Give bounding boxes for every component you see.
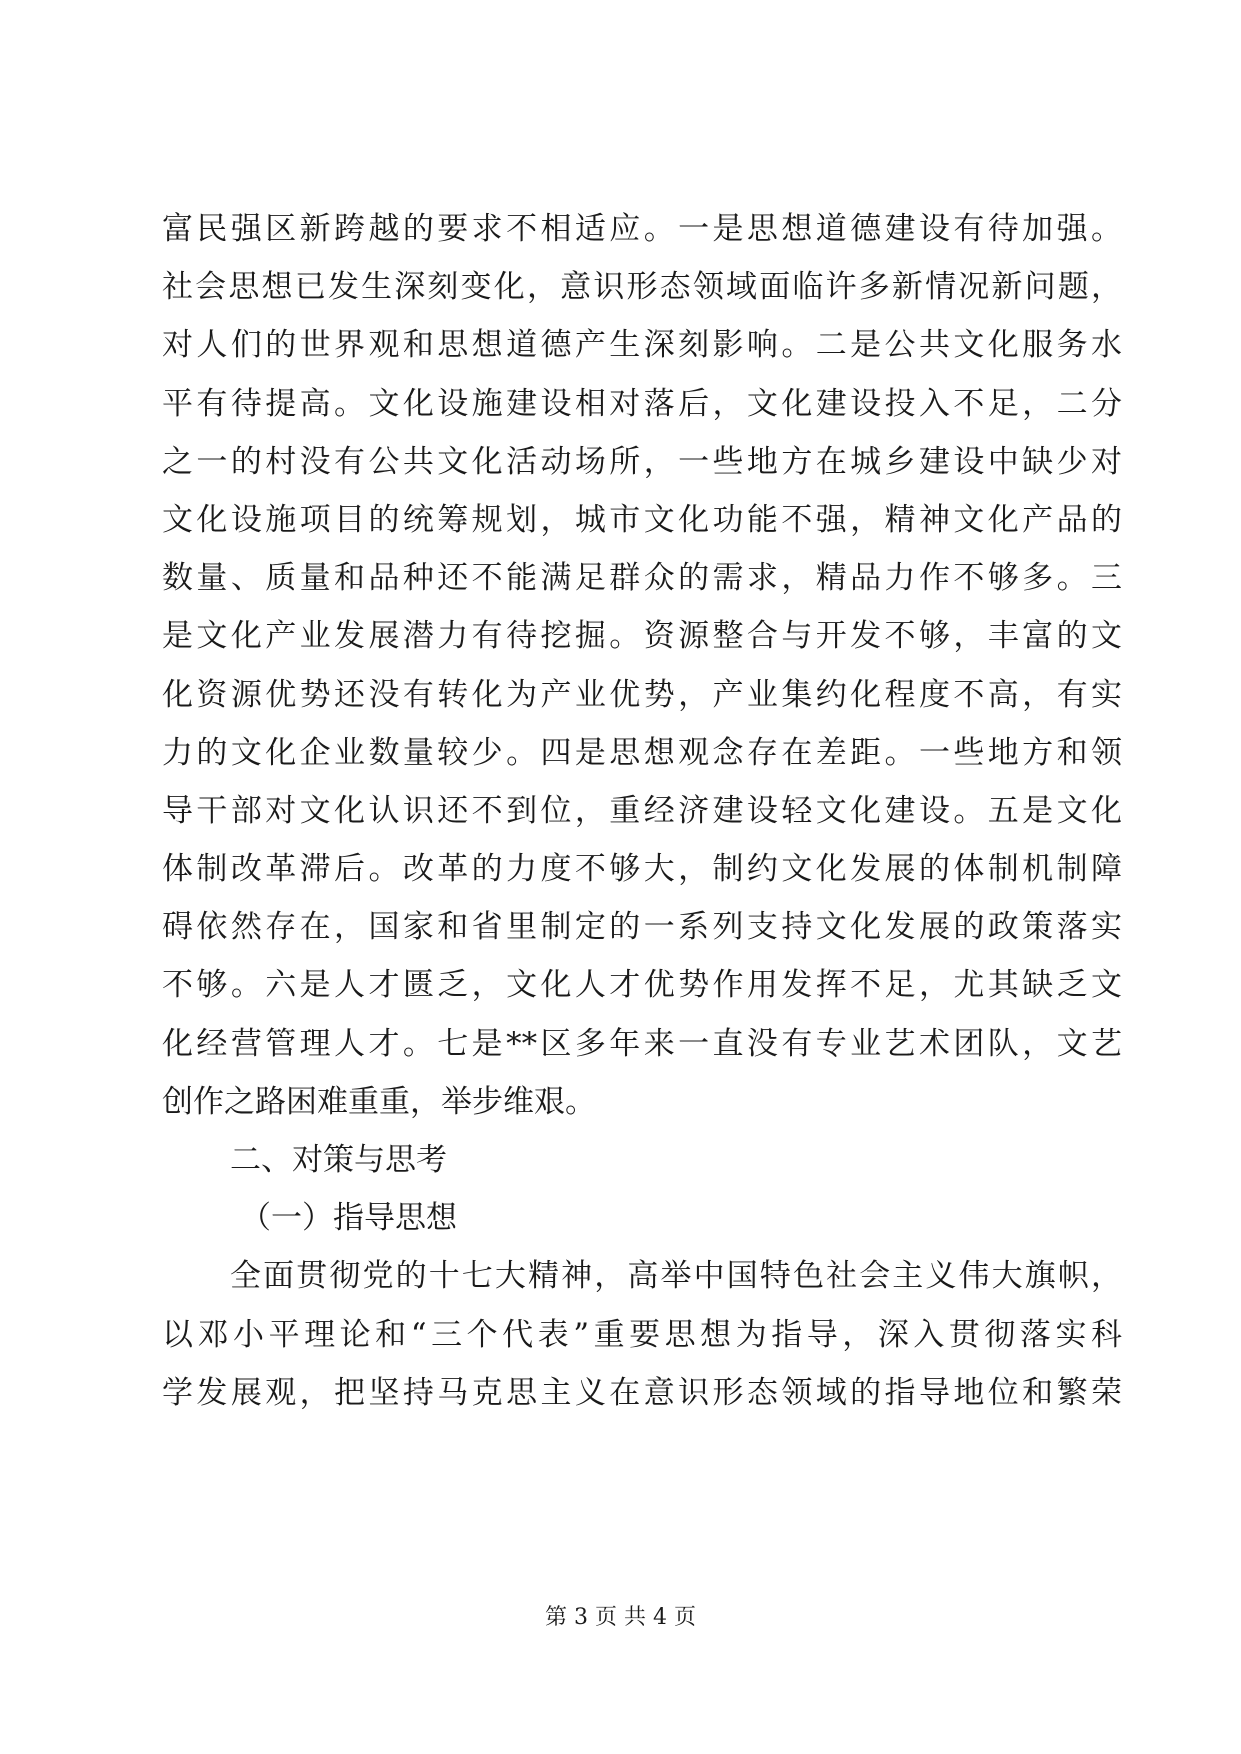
text-line-1: 富民强区新跨越的要求不相适应。一是思想道德建设有待加强。 (162, 211, 1122, 247)
text-line-16: 创作之路困难重重，举步维艰。 (162, 1083, 596, 1120)
text-line-3: 对人们的世界观和思想道德产生深刻影响。二是公共文化服务水 (162, 327, 1122, 364)
body-text (162, 200, 1122, 1422)
text-line-5: 之一的村没有公共文化活动场所，一些地方在城乡建设中缺少对 (162, 443, 1122, 480)
section-heading: 二、对策与思考 (230, 1142, 447, 1178)
para2-line-2: 以邓小平理论和“三个代表”重要思想为指导，深入贯彻落实科 (162, 1316, 1122, 1353)
text-line-11: 导干部对文化认识还不到位，重经济建设轻文化建设。五是文化 (162, 792, 1122, 829)
para2-line-3: 学发展观，把坚持马克思主义在意识形态领域的指导地位和繁荣 (162, 1374, 1122, 1411)
subsection-heading: （一）指导思想 (240, 1200, 457, 1237)
page-footer (0, 1603, 1241, 1633)
text-line-13: 碍依然存在，国家和省里制定的一系列支持文化发展的政策落实 (162, 909, 1122, 946)
para2-line-1: 全面贯彻党的十七大精神，高举中国特色社会主义伟大旗帜， (230, 1258, 1122, 1295)
text-line-14: 不够。六是人才匮乏，文化人才优势作用发挥不足，尤其缺乏文 (162, 967, 1122, 1004)
text-line-10: 力的文化企业数量较少。四是思想观念存在差距。一些地方和领 (162, 734, 1122, 771)
text-line-8: 是文化产业发展潜力有待挖掘。资源整合与开发不够，丰富的文 (162, 618, 1122, 655)
text-line-2: 社会思想已发生深刻变化，意识形态领域面临许多新情况新问题， (162, 269, 1122, 306)
text-line-9: 化资源优势还没有转化为产业优势，产业集约化程度不高，有实 (162, 676, 1122, 713)
page-number-label: 第 3 页 共 4 页 (545, 1605, 696, 1630)
text-line-12: 体制改革滞后。改革的力度不够大，制约文化发展的体制机制障 (162, 851, 1122, 888)
text-line-4: 平有待提高。文化设施建设相对落后，文化建设投入不足，二分 (162, 385, 1122, 422)
text-line-15: 化经营管理人才。七是**区多年来一直没有专业艺术团队，文艺 (162, 1025, 1122, 1062)
text-line-7: 数量、质量和品种还不能满足群众的需求，精品力作不够多。三 (162, 560, 1122, 597)
text-line-6: 文化设施项目的统筹规划，城市文化功能不强，精神文化产品的 (162, 501, 1122, 538)
